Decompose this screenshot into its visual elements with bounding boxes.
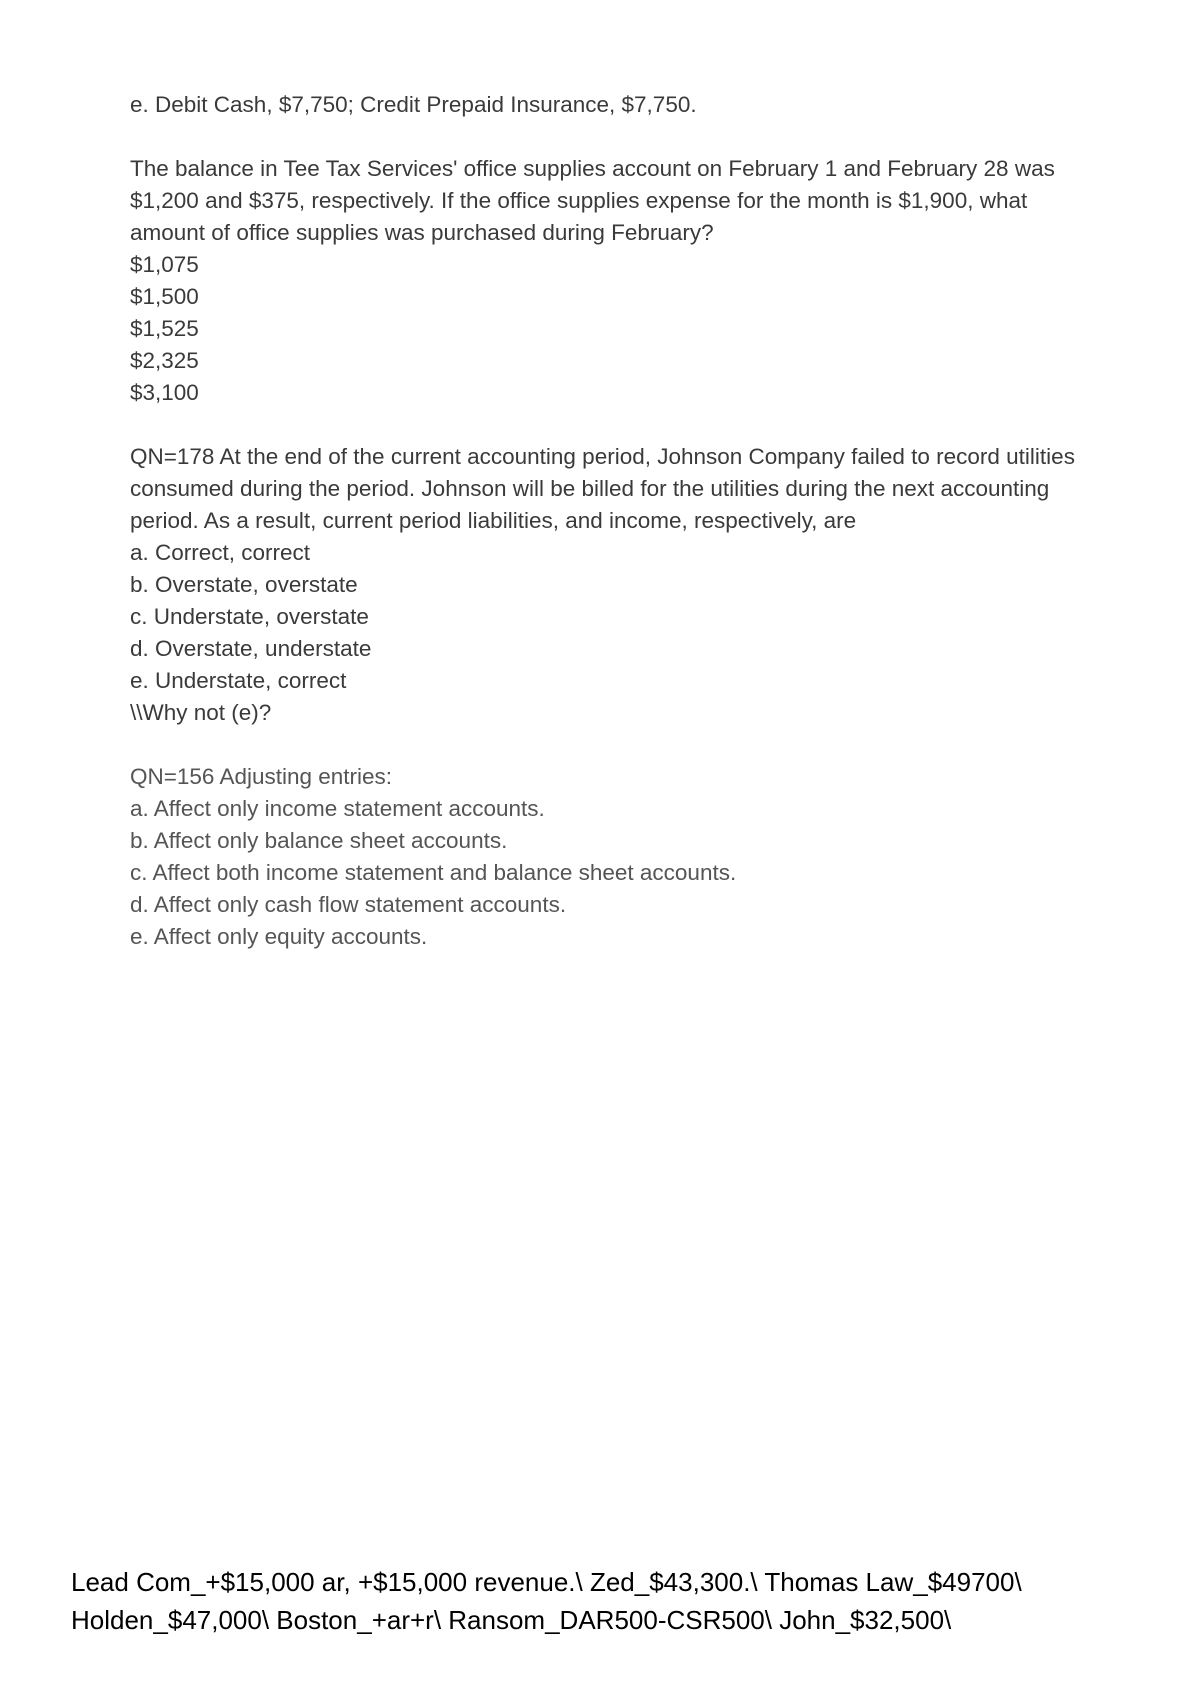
answer-option: e. Affect only equity accounts. [130,924,428,949]
question-supplies-line: amount of office supplies was purchased during February? [130,220,714,245]
answer-option: d. Affect only cash flow statement accounts. [130,892,567,917]
footer-line: Holden_$47,000\ Boston_+ar+r\ Ransom_DAR500-CSR500\ John_$32,500\ [71,1605,952,1635]
question-156-title: QN=156 Adjusting entries: [130,764,393,789]
question-supplies-line: $1,200 and $375, respectively. If the office supplies expense for the month is $1,900, what [130,188,1028,213]
answer-option: d. Overstate, understate [130,636,372,661]
answer-option: a. Correct, correct [130,540,311,565]
question-156 [130,761,1170,953]
question-178-line: consumed during the period. Johnson will be billed for the utilities during the next accounting [130,476,1050,501]
question-supplies-line: The balance in Tee Tax Services' office supplies account on February 1 and February 28 was [130,156,1055,181]
footer-notes [71,1563,1171,1639]
answer-option: $1,525 [130,316,199,341]
answer-option: b. Overstate, overstate [130,572,358,597]
answer-option: $1,075 [130,252,199,277]
answer-option: e. Understate, correct [130,668,347,693]
answer-option: c. Understate, overstate [130,604,369,629]
answer-option: $2,325 [130,348,199,373]
spacer [130,121,1170,153]
spacer [130,409,1170,441]
answer-option: a. Affect only income statement accounts. [130,796,545,821]
document-body [130,89,1170,953]
question-178-line: QN=178 At the end of the current accounting period, Johnson Company failed to record utilities [130,444,1075,469]
answer-option: $3,100 [130,380,199,405]
question-178 [130,441,1170,729]
answer-option: b. Affect only balance sheet accounts. [130,828,508,853]
question-supplies [130,153,1170,409]
spacer [130,729,1170,761]
question-178-line: period. As a result, current period liabilities, and income, respectively, are [130,508,857,533]
footer-line: Lead Com_+$15,000 ar, +$15,000 revenue.\ Zed_$43,300.\ Thomas Law_$49700\ [71,1567,1022,1597]
answer-option: c. Affect both income statement and balance sheet accounts. [130,860,737,885]
intro-answer: e. Debit Cash, $7,750; Credit Prepaid Insurance, $7,750. [130,92,697,117]
answer-option: $1,500 [130,284,199,309]
question-178-note: \\Why not (e)? [130,700,272,725]
